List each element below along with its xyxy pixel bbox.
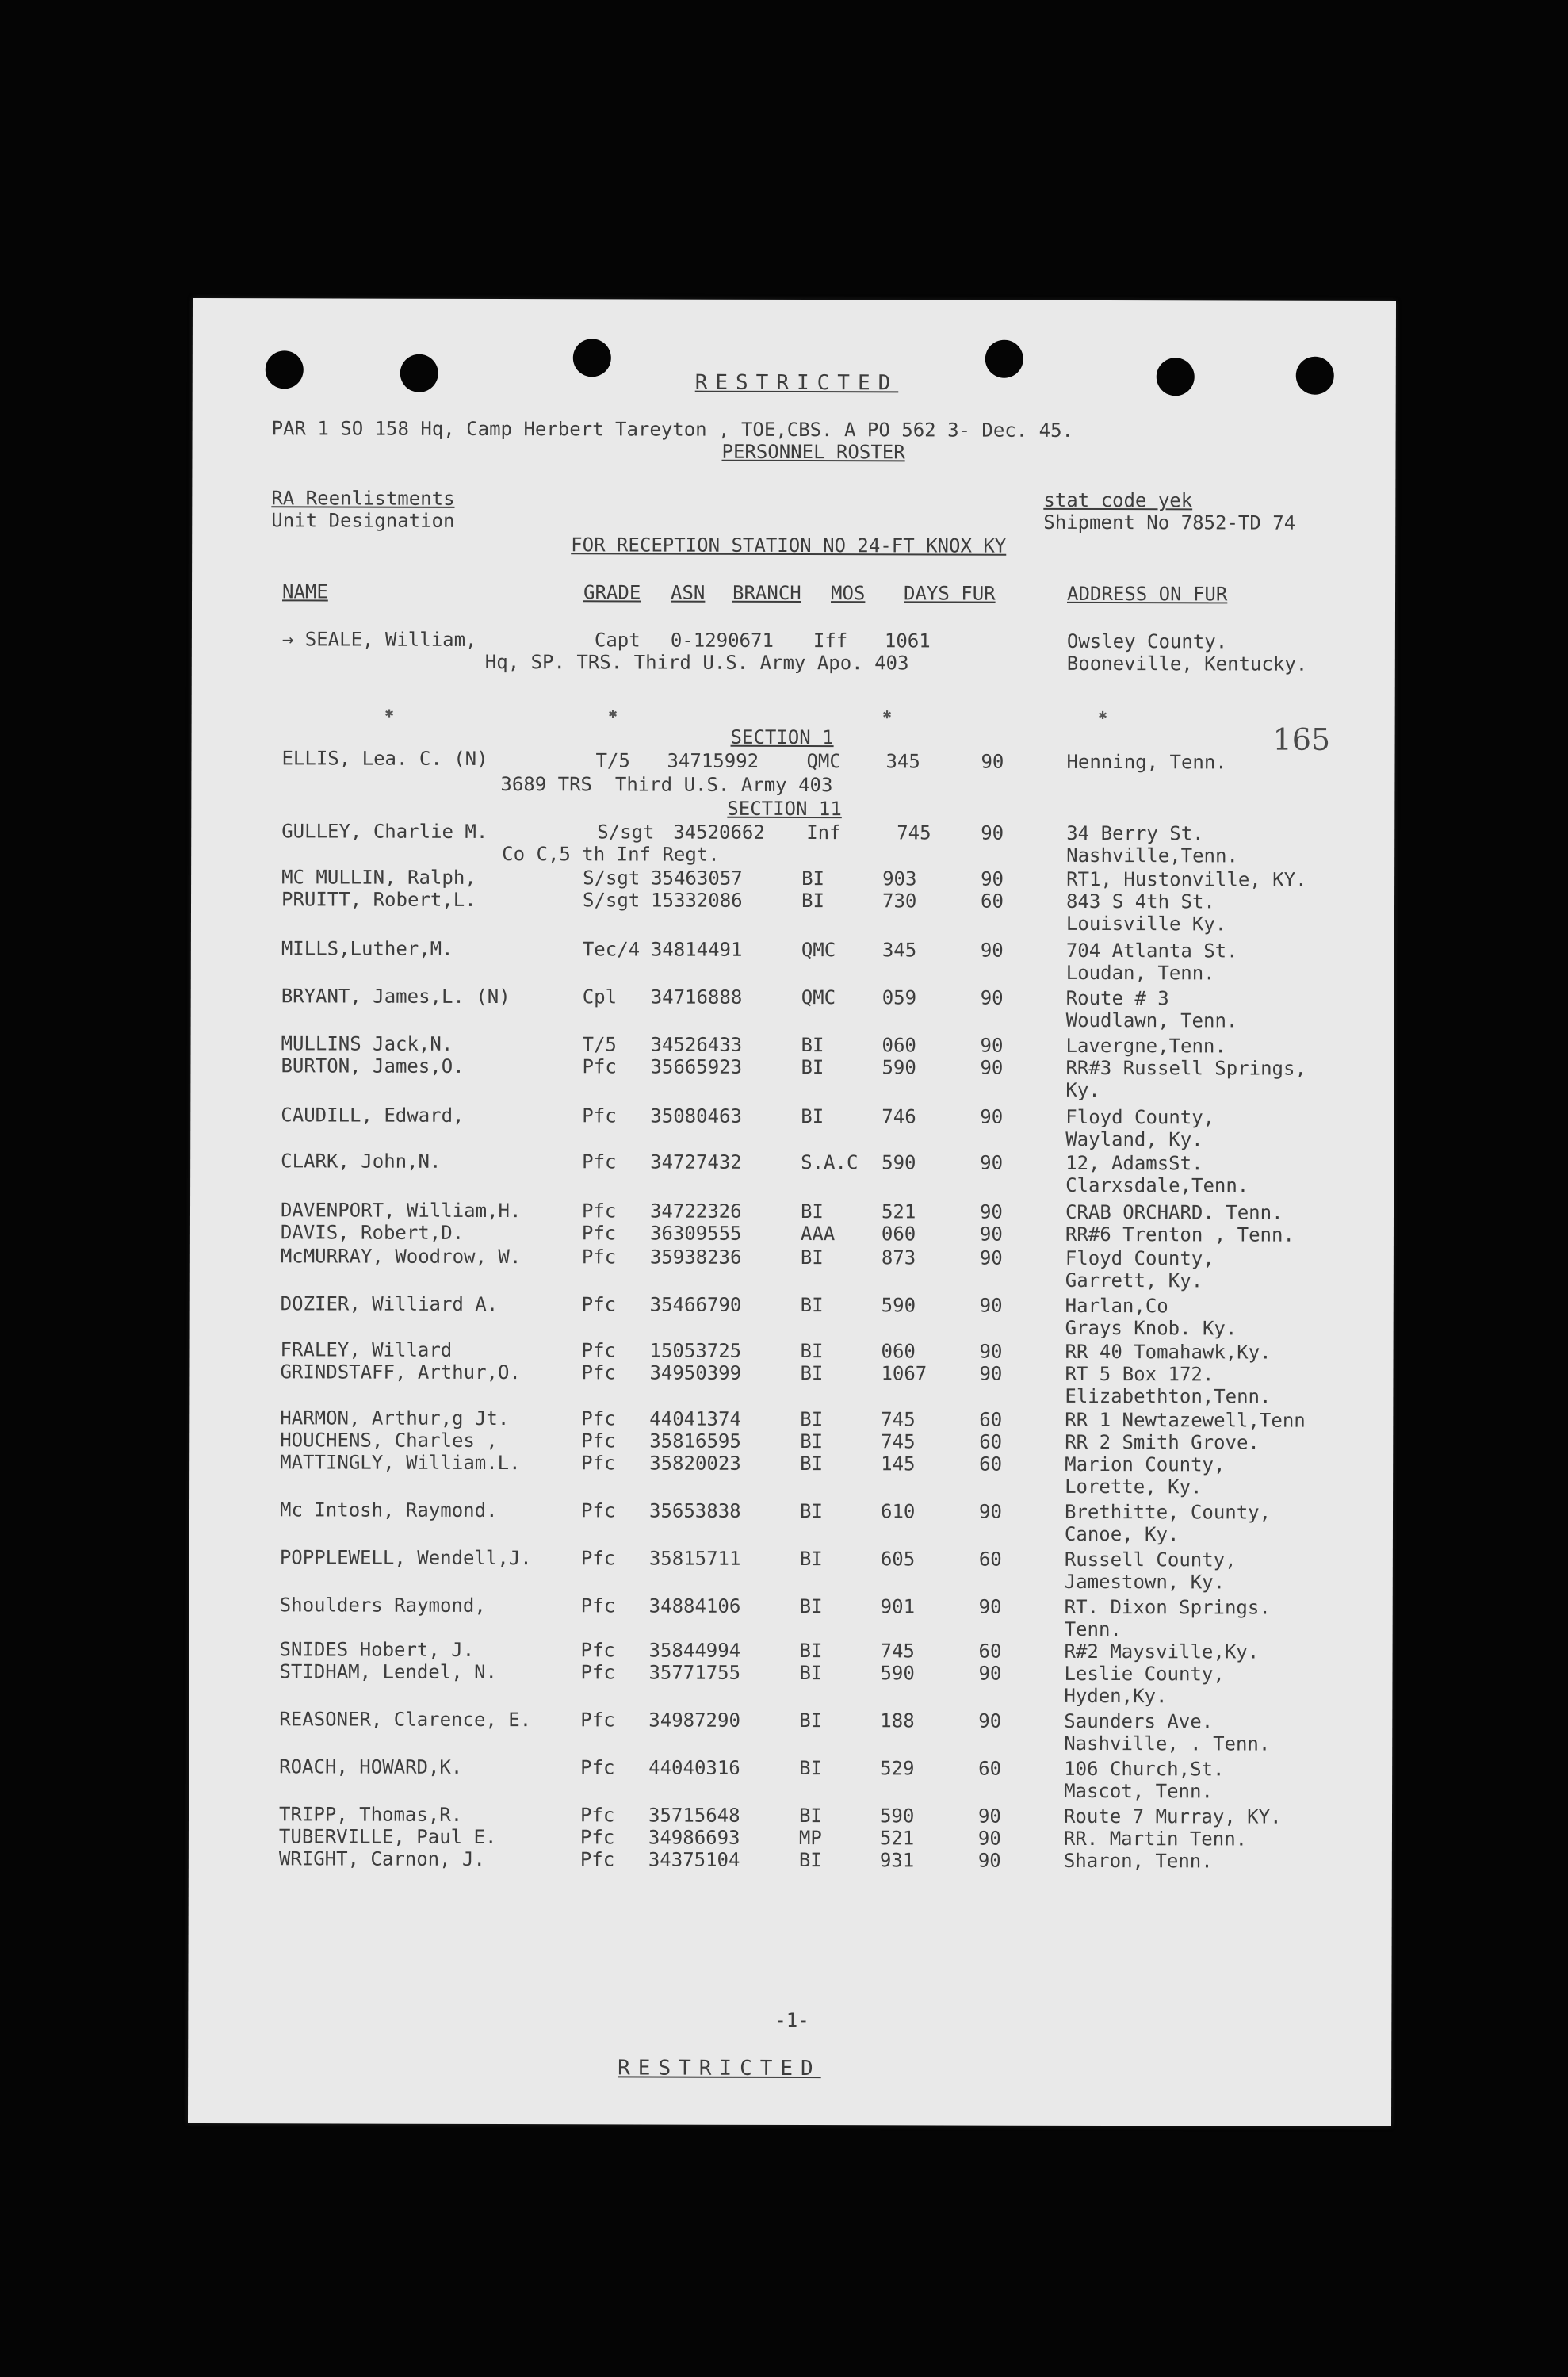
roster-grade: Pfc	[580, 1639, 615, 1662]
roster-mos: 903	[882, 867, 917, 890]
roster-asn: 35816595	[649, 1430, 741, 1453]
roster-asn: 44040316	[648, 1756, 740, 1779]
punch-hole	[985, 340, 1023, 378]
roster-grade: Pfc	[582, 1055, 617, 1078]
gulley-address-2: Nashville,Tenn.	[1066, 844, 1238, 867]
officer-address-2: Booneville, Kentucky.	[1066, 652, 1308, 676]
roster-days: 90	[977, 1827, 1001, 1850]
roster-address: Loudan, Tenn.	[1065, 961, 1215, 985]
roster-name: GRINDSTAFF, Arthur,O.	[280, 1361, 521, 1384]
roster-asn: 35815711	[648, 1547, 741, 1570]
roster-name: ROACH, HOWARD,K.	[279, 1755, 463, 1778]
roster-name: MATTINGLY, William.L.	[280, 1451, 521, 1475]
roster-grade: Pfc	[579, 1826, 615, 1849]
roster-branch: BI	[799, 1757, 823, 1780]
roster-grade: Pfc	[581, 1246, 617, 1269]
roster-asn: 35844994	[648, 1639, 741, 1662]
roster-address: Louisville Ky.	[1065, 912, 1227, 936]
roster-days: 60	[978, 1548, 1002, 1571]
roster-address: Saunders Ave.	[1064, 1709, 1214, 1733]
officer-unit: Hq, SP. TRS. Third U.S. Army Apo. 403	[484, 650, 909, 675]
gulley-address-1: 34 Berry St.	[1066, 821, 1204, 845]
column-branch: BRANCH	[732, 581, 801, 605]
roster-mos: 610	[880, 1500, 916, 1523]
roster-asn: 35820023	[649, 1452, 741, 1475]
officer-mos: 1061	[884, 630, 931, 653]
roster-branch: BI	[799, 1595, 823, 1618]
roster-asn: 34814491	[650, 938, 743, 961]
column-name: NAME	[282, 580, 328, 603]
roster-address: Nashville, . Tenn.	[1064, 1732, 1271, 1755]
roster-address: Lorette, Ky.	[1065, 1475, 1203, 1499]
roster-days: 90	[979, 1200, 1003, 1223]
ellis-name: ELLIS, Lea. C. (N)	[281, 747, 488, 770]
roster-name: PRUITT, Robert,L.	[281, 888, 476, 911]
roster-asn: 35715648	[648, 1804, 740, 1827]
roster-branch: BI	[801, 867, 825, 890]
roster-grade: Pfc	[579, 1804, 615, 1827]
ellis-branch: QMC	[806, 750, 841, 773]
gulley-unit: Co C,5 th Inf Regt.	[502, 843, 720, 866]
roster-branch: QMC	[801, 939, 836, 962]
roster-address: Route 7 Murray, KY.	[1063, 1805, 1282, 1828]
gulley-days: 90	[981, 821, 1004, 844]
roster-name: Shoulders Raymond,	[279, 1594, 486, 1617]
roster-branch: BI	[800, 1408, 824, 1431]
roster-asn: 34884106	[648, 1594, 741, 1617]
roster-name: CLARK, John,N.	[281, 1150, 442, 1173]
column-days-fur: DAYS FUR	[904, 582, 996, 605]
ellis-mos: 345	[885, 750, 920, 773]
roster-branch: BI	[801, 1105, 824, 1128]
roster-mos: 060	[882, 1034, 916, 1057]
ellis-days: 90	[981, 750, 1004, 773]
roster-branch: BI	[800, 1430, 824, 1453]
roster-mos: 590	[879, 1805, 915, 1828]
roster-name: WRIGHT, Carnon, J.	[278, 1847, 485, 1870]
roster-mos: 345	[882, 939, 917, 962]
punch-hole	[1157, 358, 1195, 396]
roster-address: Brethitte, County,	[1064, 1500, 1272, 1524]
roster-branch: BI	[799, 1640, 823, 1663]
roster-days: 60	[978, 1640, 1002, 1663]
roster-asn: 35080463	[650, 1104, 742, 1127]
roster-address: Elizabethton,Tenn.	[1065, 1384, 1272, 1408]
asterisk-mark: ✱	[882, 706, 892, 723]
roster-days: 90	[978, 1709, 1002, 1732]
ellis-unit: 3689 TRS Third U.S. Army 403	[500, 773, 833, 797]
roster-mos: 521	[879, 1827, 915, 1850]
roster-address: Wayland, Ky.	[1065, 1127, 1203, 1151]
restricted-top: RESTRICTED	[694, 370, 899, 396]
roster-days: 90	[978, 1595, 1002, 1618]
roster-grade: T/5	[582, 1033, 617, 1056]
roster-asn: 34526433	[650, 1033, 743, 1056]
roster-mos: 188	[880, 1709, 915, 1732]
roster-name: BURTON, James,O.	[281, 1055, 465, 1077]
roster-days: 60	[979, 1408, 1003, 1431]
roster-branch: BI	[800, 1200, 824, 1223]
roster-days: 90	[979, 1294, 1003, 1317]
roster-asn: 35771755	[648, 1661, 741, 1684]
roster-days: 90	[980, 1151, 1004, 1174]
roster-asn: 44041374	[649, 1407, 741, 1430]
roster-address: RR. Martin Tenn.	[1063, 1827, 1248, 1851]
roster-mos: 059	[882, 986, 917, 1009]
roster-grade: Pfc	[581, 1430, 616, 1453]
roster-grade: Cpl	[582, 986, 618, 1009]
roster-branch: BI	[798, 1805, 822, 1828]
gulley-asn: 34520662	[673, 821, 765, 844]
roster-address: Clarxsdale,Tenn.	[1065, 1173, 1249, 1197]
roster-asn: 34722326	[649, 1200, 742, 1223]
roster-address: Lavergne,Tenn.	[1065, 1034, 1226, 1058]
roster-name: MULLINS Jack,N.	[281, 1032, 453, 1055]
page-number: -1-	[774, 2008, 809, 2032]
roster-asn: 35466790	[649, 1293, 742, 1316]
roster-asn: 35653838	[648, 1499, 741, 1522]
roster-mos: 730	[882, 890, 917, 913]
roster-grade: Pfc	[582, 1150, 617, 1173]
roster-mos: 590	[882, 1056, 916, 1079]
roster-branch: BI	[801, 1034, 824, 1057]
roster-name: MILLS,Luther,M.	[281, 937, 453, 960]
roster-asn: 35938236	[649, 1246, 742, 1269]
roster-address: RT1, Hustonville, KY.	[1066, 867, 1307, 891]
roster-name: FRALEY, Willard	[280, 1338, 453, 1361]
gulley-grade: S/sgt	[597, 821, 655, 844]
asterisk-mark: ✱	[608, 705, 618, 722]
roster-grade: Pfc	[579, 1848, 615, 1871]
roster-name: DAVENPORT, William,H.	[280, 1199, 522, 1223]
roster-name: POPPLEWELL, Wendell,J.	[279, 1546, 532, 1570]
page-stamp-number: 165	[1272, 722, 1331, 757]
roster-grade: Pfc	[582, 1104, 617, 1127]
ellis-grade: T/5	[595, 749, 630, 772]
roster-grade: Pfc	[581, 1293, 617, 1316]
roster-days: 90	[979, 1223, 1003, 1246]
punch-hole	[1296, 357, 1334, 395]
roster-asn: 35665923	[650, 1055, 743, 1078]
asterisk-mark: ✱	[384, 704, 394, 722]
document-page	[188, 298, 1396, 2126]
roster-branch: QMC	[801, 986, 836, 1009]
roster-title: PERSONNEL ROSTER	[721, 440, 905, 464]
roster-address: R#2 Maysville,Ky.	[1064, 1640, 1260, 1663]
roster-grade: Pfc	[581, 1361, 616, 1384]
roster-mos: 060	[881, 1340, 916, 1363]
roster-mos: 746	[882, 1105, 916, 1128]
roster-grade: Tec/4	[582, 938, 641, 961]
roster-asn: 34986693	[648, 1826, 740, 1849]
roster-name: STIDHAM, Lendel, N.	[279, 1660, 498, 1684]
roster-days: 60	[980, 890, 1004, 913]
roster-address: Ky.	[1065, 1078, 1100, 1102]
roster-mos: 605	[880, 1548, 916, 1571]
roster-grade: Pfc	[580, 1594, 616, 1617]
roster-grade: Pfc	[581, 1222, 617, 1245]
roster-mos: 873	[881, 1246, 916, 1269]
roster-name: McMURRAY, Woodrow, W.	[280, 1245, 522, 1269]
roster-asn: 15053725	[649, 1339, 742, 1362]
roster-address: Canoe, Ky.	[1064, 1522, 1180, 1546]
roster-name: DAVIS, Robert,D.	[280, 1221, 465, 1244]
roster-days: 90	[979, 1340, 1003, 1363]
roster-branch: BI	[800, 1294, 824, 1317]
roster-address: Route # 3	[1065, 986, 1169, 1010]
roster-grade: S/sgt	[583, 867, 641, 890]
ellis-address: Henning, Tenn.	[1066, 750, 1227, 774]
roster-grade: Pfc	[580, 1709, 615, 1732]
unit-designation-label: Unit Designation	[271, 509, 455, 532]
roster-mos: 060	[881, 1223, 916, 1246]
roster-asn: 34727432	[650, 1150, 742, 1173]
roster-asn: 34716888	[650, 986, 743, 1009]
officer-address-1: Owsley County.	[1066, 630, 1228, 653]
roster-address: RR#6 Trenton , Tenn.	[1065, 1223, 1295, 1246]
roster-grade: S/sgt	[582, 889, 641, 912]
roster-branch: BI	[798, 1849, 822, 1872]
gulley-name: GULLEY, Charlie M.	[281, 820, 488, 843]
officer-grade: Capt	[594, 629, 641, 652]
order-line: PAR 1 SO 158 Hq, Camp Herbert Tareyton , TOE,CBS. A PO 562 3- Dec. 45.	[271, 417, 1074, 442]
roster-mos: 529	[880, 1757, 915, 1780]
roster-address: Jamestown, Ky.	[1064, 1570, 1226, 1594]
roster-grade: Pfc	[581, 1200, 617, 1223]
roster-name: HARMON, Arthur,g Jt.	[280, 1407, 510, 1430]
roster-asn: 15332086	[650, 889, 743, 912]
roster-branch: BI	[799, 1709, 823, 1732]
roster-name: SNIDES Hobert, J.	[279, 1638, 475, 1661]
roster-grade: Pfc	[580, 1499, 616, 1522]
roster-grade: Pfc	[580, 1547, 616, 1570]
roster-days: 90	[980, 986, 1004, 1009]
roster-branch: AAA	[800, 1223, 836, 1246]
gulley-mos: 745	[897, 821, 931, 844]
stat-code: stat code yek	[1043, 488, 1193, 512]
column-grade: GRADE	[583, 581, 641, 604]
roster-days: 60	[979, 1430, 1003, 1453]
roster-address: Harlan,Co	[1065, 1294, 1168, 1318]
roster-address: RT. Dixon Springs.	[1064, 1595, 1271, 1619]
shipment-number: Shipment No 7852-TD 74	[1043, 511, 1296, 534]
roster-address: 843 S 4th St.	[1065, 890, 1215, 913]
roster-days: 90	[977, 1849, 1001, 1872]
roster-days: 90	[980, 1105, 1004, 1128]
roster-branch: MP	[798, 1827, 822, 1850]
punch-hole	[266, 350, 304, 389]
roster-mos: 145	[881, 1453, 916, 1476]
roster-name: DOZIER, Williard A.	[280, 1292, 499, 1316]
punch-hole	[400, 354, 438, 392]
roster-address: Floyd County,	[1065, 1105, 1215, 1129]
roster-days: 90	[978, 1662, 1002, 1685]
roster-mos: 590	[881, 1294, 916, 1317]
roster-branch: BI	[800, 1246, 824, 1269]
roster-name: MC MULLIN, Ralph,	[281, 866, 476, 889]
roster-branch: BI	[800, 1340, 824, 1363]
roster-branch: BI	[801, 890, 824, 913]
roster-days: 90	[979, 1246, 1003, 1269]
roster-name: REASONER, Clarence, E.	[279, 1708, 532, 1732]
roster-asn: 34987290	[648, 1709, 740, 1732]
roster-address: RR 2 Smith Grove.	[1065, 1430, 1260, 1454]
roster-grade: Pfc	[580, 1661, 615, 1684]
roster-grade: Pfc	[581, 1452, 616, 1475]
roster-days: 90	[977, 1805, 1001, 1828]
roster-days: 90	[980, 939, 1004, 962]
station-line: FOR RECEPTION STATION NO 24-FT KNOX KY	[571, 534, 1007, 557]
roster-address: 12, AdamsSt.	[1065, 1151, 1203, 1175]
column-asn: ASN	[671, 581, 706, 604]
roster-days: 90	[978, 1500, 1002, 1523]
roster-mos: 590	[880, 1662, 915, 1685]
roster-address: 106 Church,St.	[1064, 1757, 1225, 1781]
roster-branch: BI	[801, 1056, 824, 1079]
roster-grade: Pfc	[581, 1339, 616, 1362]
roster-name: TRIPP, Thomas,R.	[278, 1803, 463, 1826]
roster-branch: S.A.C	[801, 1151, 859, 1174]
roster-days: 60	[979, 1453, 1003, 1476]
roster-asn: 35463057	[651, 867, 743, 890]
section-2-heading: SECTION 11	[727, 797, 842, 821]
roster-mos: 590	[882, 1151, 916, 1174]
roster-asn: 34375104	[648, 1848, 740, 1871]
roster-mos: 745	[881, 1408, 916, 1431]
roster-name: HOUCHENS, Charles ,	[280, 1429, 498, 1453]
roster-address: RR#3 Russell Springs,	[1065, 1056, 1306, 1080]
roster-mos: 521	[881, 1200, 916, 1223]
roster-mos: 1067	[881, 1362, 927, 1385]
roster-branch: BI	[799, 1662, 823, 1685]
roster-branch: BI	[800, 1453, 824, 1476]
roster-grade: Pfc	[580, 1756, 615, 1779]
roster-days: 90	[980, 1034, 1004, 1057]
roster-address: CRAB ORCHARD. Tenn.	[1065, 1200, 1283, 1224]
roster-branch: BI	[800, 1362, 824, 1385]
roster-days: 60	[978, 1757, 1002, 1780]
roster-name: Mc Intosh, Raymond.	[279, 1499, 498, 1522]
roster-address: Grays Knob. Ky.	[1065, 1316, 1237, 1340]
officer-asn: 0-1290671	[670, 629, 774, 652]
asterisk-mark: ✱	[1098, 706, 1107, 724]
roster-address: Hyden,Ky.	[1064, 1684, 1168, 1708]
restricted-bottom: RESTRICTED	[618, 2056, 821, 2081]
ellis-asn: 34715992	[667, 749, 759, 772]
officer-branch: Iff	[813, 630, 848, 653]
roster-address: Tenn.	[1064, 1617, 1122, 1641]
roster-mos: 745	[880, 1640, 915, 1663]
roster-address: Leslie County,	[1064, 1662, 1225, 1686]
roster-asn: 36309555	[649, 1222, 742, 1245]
roster-asn: 34950399	[649, 1361, 742, 1384]
column-mos: MOS	[831, 582, 866, 605]
roster-address: Woudlawn, Tenn.	[1065, 1009, 1238, 1032]
roster-address: 704 Atlanta St.	[1065, 939, 1238, 963]
roster-address: RR 1 Newtazewell,Tenn	[1065, 1408, 1306, 1432]
roster-days: 90	[980, 1056, 1004, 1079]
roster-mos: 931	[879, 1849, 915, 1872]
enlistment-label: RA Reenlistments	[271, 487, 455, 510]
roster-address: RR 40 Tomahawk,Ky.	[1065, 1340, 1272, 1364]
roster-address: Garrett, Ky.	[1065, 1269, 1203, 1292]
gulley-branch: Inf	[806, 821, 841, 844]
roster-address: Mascot, Tenn.	[1064, 1779, 1213, 1803]
punch-hole	[573, 339, 611, 377]
roster-days: 90	[981, 867, 1004, 890]
roster-name: TUBERVILLE, Paul E.	[278, 1825, 497, 1849]
roster-address: Russell County,	[1064, 1548, 1237, 1571]
roster-address: RT 5 Box 172.	[1065, 1362, 1214, 1386]
officer-name: → SEALE, William,	[281, 628, 477, 651]
roster-name: CAUDILL, Edward,	[281, 1104, 465, 1127]
roster-branch: BI	[799, 1548, 823, 1571]
roster-days: 90	[979, 1362, 1003, 1385]
roster-grade: Pfc	[581, 1407, 616, 1430]
roster-mos: 901	[880, 1595, 916, 1618]
roster-address: Floyd County,	[1065, 1246, 1214, 1270]
column-address: ADDRESS ON FUR	[1067, 582, 1228, 606]
roster-address: Sharon, Tenn.	[1063, 1849, 1213, 1873]
roster-name: BRYANT, James,L. (N)	[281, 985, 511, 1009]
roster-mos: 745	[881, 1430, 916, 1453]
roster-address: Marion County,	[1065, 1453, 1226, 1476]
roster-branch: BI	[799, 1500, 823, 1523]
section-1-heading: SECTION 1	[730, 725, 834, 749]
